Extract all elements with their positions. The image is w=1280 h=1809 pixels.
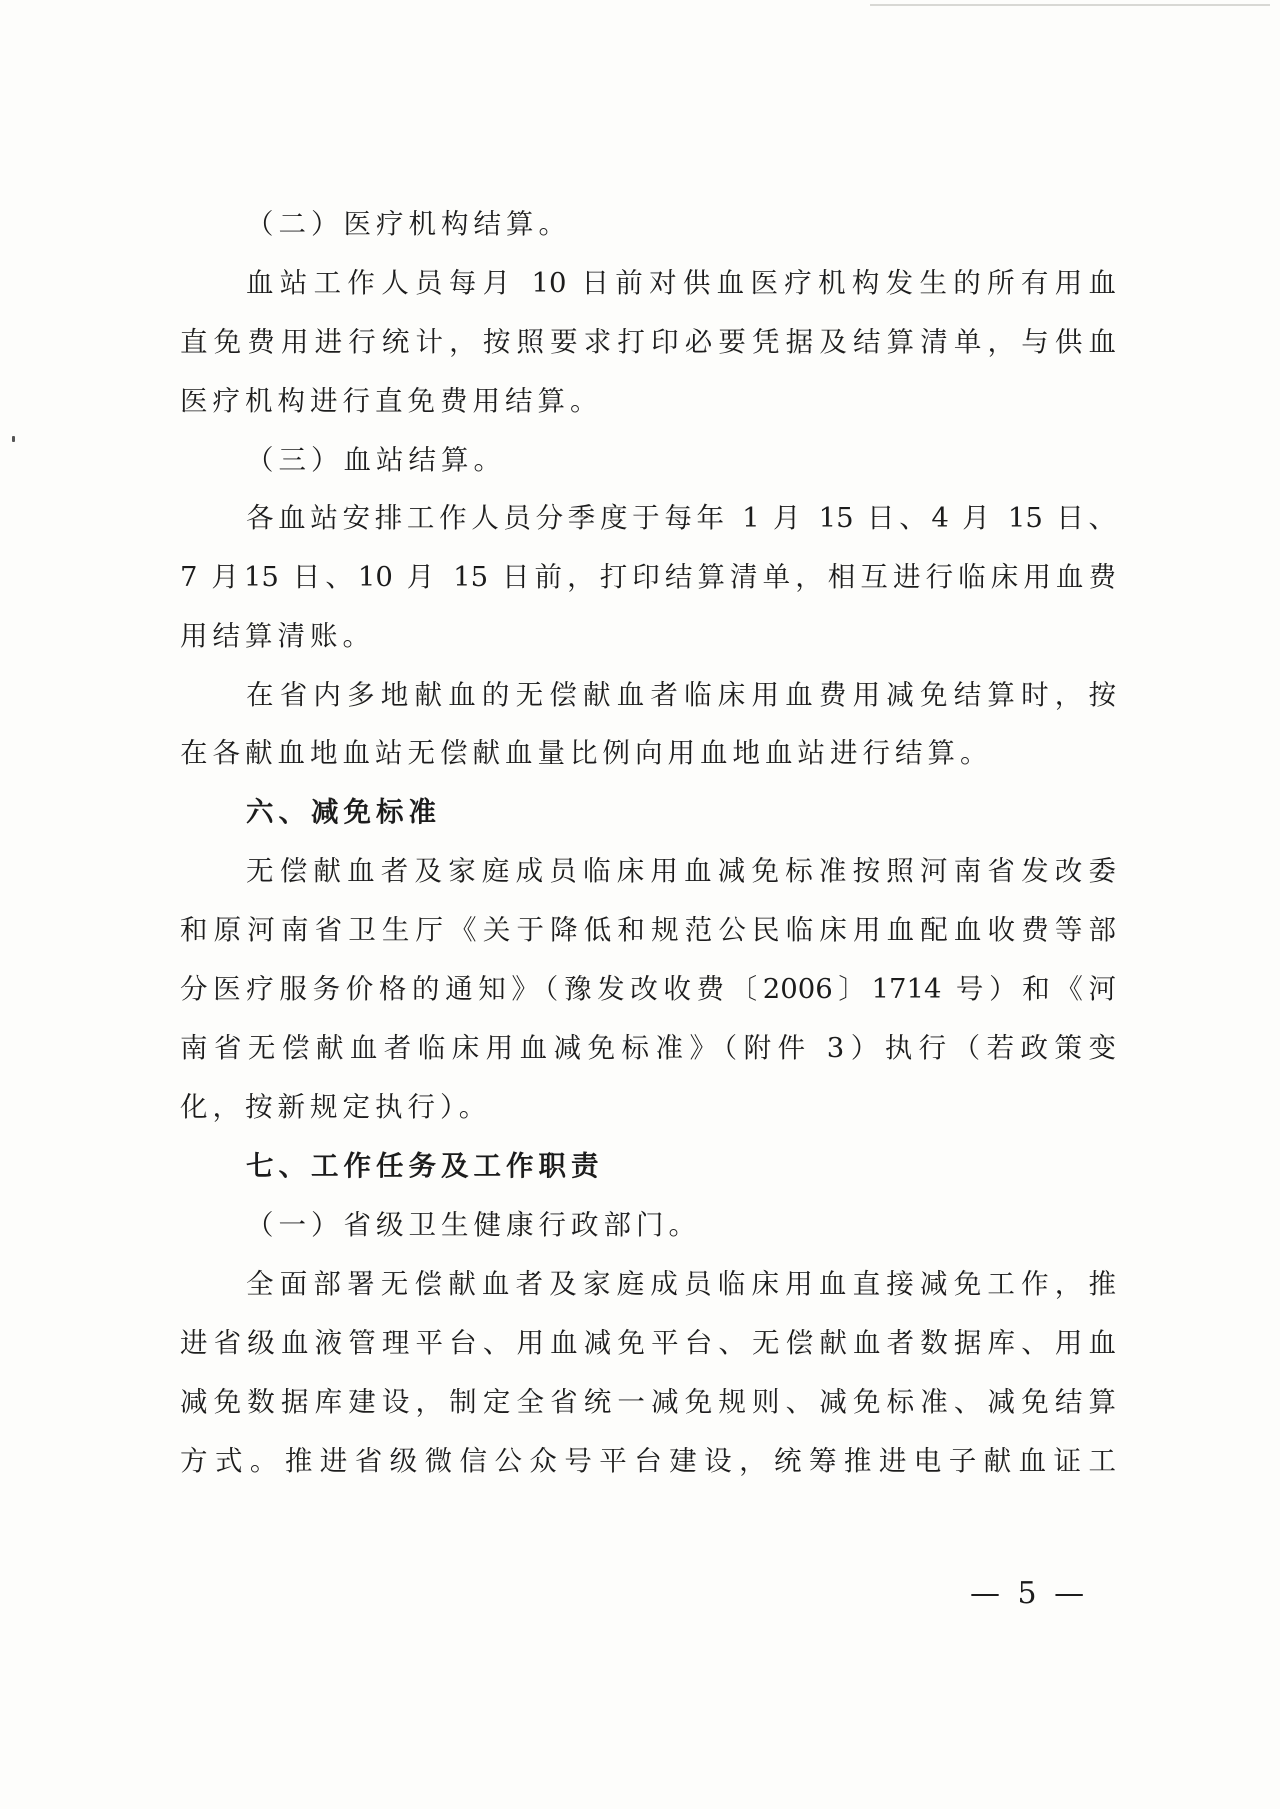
paragraph-line: 在各献血地血站无偿献血量比例向用血地血站进行结算。 [180,737,993,769]
section-heading-reduction-standard: 六、减免标准 [246,796,441,828]
paragraph-line: 在省内多地献血的无偿献血者临床用血费用减免结算时，按 [246,679,1116,711]
paragraph-line: 直免费用进行统计，按照要求打印必要凭据及结算清单，与供血 [180,326,1116,358]
paragraph-line: 用结算清账。 [180,620,375,652]
paragraph-line: 血站工作人员每月 10 日前对供血医疗机构发生的所有用血 [246,267,1116,299]
section-heading-tasks-and-duties: 七、工作任务及工作职责 [246,1150,604,1182]
paragraph-line: 减免数据库建设，制定全省统一减免规则、减免标准、减免结算 [180,1386,1116,1418]
subheading-blood-station-settlement: （三）血站结算。 [246,444,506,476]
paragraph-line: 医疗机构进行直免费用结算。 [180,385,603,417]
paragraph-line: 各血站安排工作人员分季度于每年 1 月 15 日、4 月 15 日、 [246,502,1116,534]
paragraph-line: 南省无偿献血者临床用血减免标准》（附件 3）执行（若政策变 [180,1032,1116,1064]
paragraph-line: 和原河南省卫生厅《关于降低和规范公民临床用血配血收费等部 [180,914,1116,946]
scan-edge-mark [870,4,1270,6]
paragraph-line: 方式。推进省级微信公众号平台建设，统筹推进电子献血证工 [180,1445,1116,1477]
paragraph-line: 化，按新规定执行）。 [180,1091,492,1123]
subheading-medical-institution-settlement: （二）医疗机构结算。 [246,208,571,240]
paragraph-line: 分医疗服务价格的通知》（豫发改收费〔2006〕1714 号）和《河 [180,973,1116,1005]
subheading-provincial-health-department: （一）省级卫生健康行政部门。 [246,1209,701,1241]
paragraph-line: 无偿献血者及家庭成员临床用血减免标准按照河南省发改委 [246,855,1116,887]
scan-speck [12,436,15,442]
page-number: — 5 — [970,1576,1089,1611]
paragraph-line: 7 月15 日、10 月 15 日前，打印结算清单，相互进行临床用血费 [180,561,1116,593]
paragraph-line: 进省级血液管理平台、用血减免平台、无偿献血者数据库、用血 [180,1327,1116,1359]
paragraph-line: 全面部署无偿献血者及家庭成员临床用血直接减免工作，推 [246,1268,1116,1300]
